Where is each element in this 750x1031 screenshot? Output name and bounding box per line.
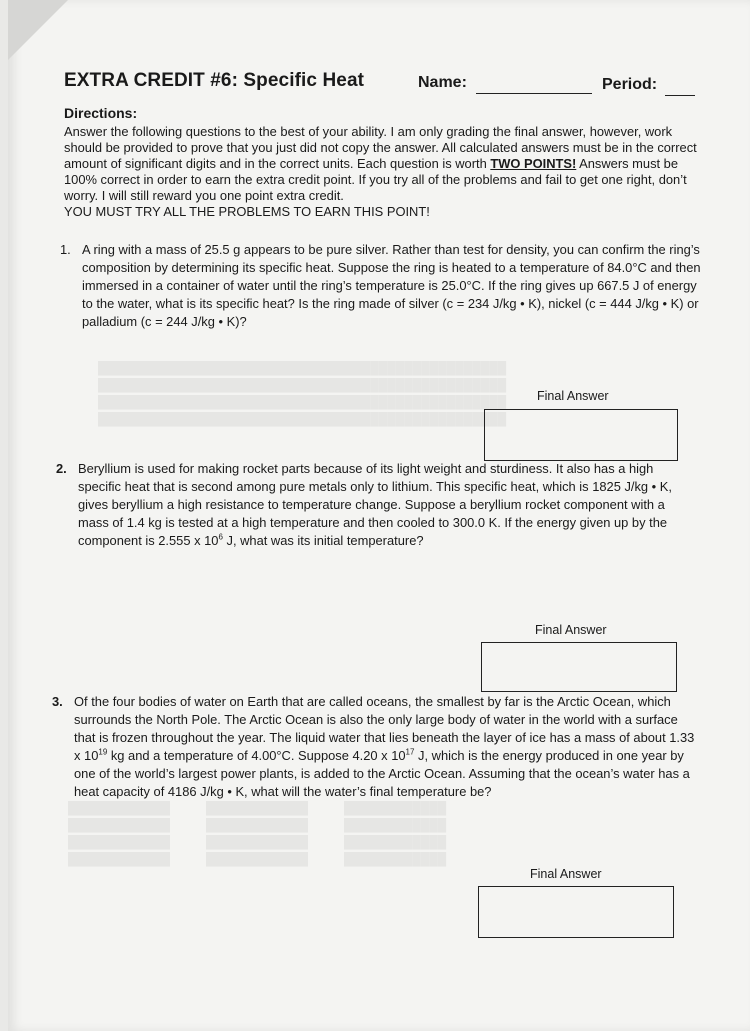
name-blank[interactable] (476, 93, 592, 94)
question-text-part-a: Beryllium is used for making rocket parts because of its light weight and sturdiness. It also has a high specific heat that is second among pure metals only to lithium. This specific heat, which is 1825 J/kg • K, gives beryllium a high resistance to temperature change. Suppose a beryllium rocket component with a mass of 1.4 kg is tested at a high temperature and then cooled to 300.0 K. If the energy given up by the component is 2.555 x 10 (78, 461, 672, 548)
final-answer-label: Final Answer (535, 623, 607, 637)
directions-text (64, 124, 704, 220)
worksheet-title: EXTRA CREDIT #6: Specific Heat (64, 70, 365, 91)
question-text: A ring with a mass of 25.5 g appears to be pure silver. Rather than test for density, you can confirm the ring’s composition by determining its specific heat. Suppose the ring is heated to a temperature of 84.0°C and then immersed in a container of water until the ring’s temperature is 25.0°C. If the ring gives up 667.5 J of energy to the water, what is its specific heat? Is the ring made of silver (c = 234 J/kg • K), nickel (c = 444 J/kg • K) or palladium (c = 244 J/kg • K)? (82, 242, 701, 329)
question-1 (60, 241, 704, 331)
question-3 (52, 693, 700, 801)
exponent-2: 17 (405, 747, 415, 757)
question-number: 3. (52, 694, 63, 709)
final-answer-label: Final Answer (537, 389, 609, 403)
final-answer-box-3[interactable] (478, 886, 674, 938)
period-blank[interactable] (665, 95, 695, 96)
directions-part-b: Answers must be 100% correct in order to earn the extra credit point. If you try all of the problems and fail to get one right, don’t worry. I will still reward you one point extra credit. (64, 156, 687, 203)
directions-part-a: Answer the following questions to the best of your ability. I am only grading the final answer, however, work should be provided to prove that you just did not copy the answer. All calculated answers must be in the correct amount of significant digits and in the correct units. Each question is worth (64, 124, 697, 171)
bleed-through-text-2: ████████████ ████████████ ████████████ ████████████ ████████████ ████████████ ████████████ ████████████ ████████████ ████████████ ████████████ ████████████ (68, 801, 447, 866)
bleed-through-text: ████████████████████████████████████████████████ ████████████████████████████████████████████████ ████████████████████████████████████████████████ ████████████████████████████████████████████████ (98, 361, 507, 426)
exponent: 6 (218, 532, 223, 542)
exponent-1: 19 (98, 747, 108, 757)
question-text (74, 693, 700, 801)
worksheet-page (8, 0, 750, 1031)
period-label: Period: (602, 76, 658, 93)
name-label: Name: (418, 74, 467, 91)
final-answer-box-1[interactable] (484, 409, 678, 461)
question-text-part-c: J, which is the energy produced in one year by one of the world’s largest power plants, is added to the Arctic Ocean. Assuming that the ocean’s water has a heat capacity of 4186 J/kg • K, what will the water’s final temperature be? (74, 748, 690, 799)
final-answer-box-2[interactable] (481, 642, 677, 692)
directions-heading: Directions: (64, 105, 138, 121)
question-text-part-b: J, what was its initial temperature? (222, 533, 424, 548)
directions-final-line: YOU MUST TRY ALL THE PROBLEMS TO EARN THIS POINT! (64, 204, 430, 219)
question-number: 1. (60, 242, 71, 257)
question-number: 2. (56, 461, 67, 476)
final-answer-label: Final Answer (530, 867, 602, 881)
question-text (78, 460, 696, 550)
question-text-part-a: Of the four bodies of water on Earth that are called oceans, the smallest by far is the Arctic Ocean, which surrounds the North Pole. The Arctic Ocean is also the only large body of water in the world with a surface that is frozen throughout the year. The liquid water that lies beneath the layer of ice has a mass of about 1.33 x 10 (74, 694, 695, 763)
question-text-part-b: kg and a temperature of 4.00°C. Suppose 4.20 x 10 (107, 748, 406, 763)
points-emphasis: TWO POINTS! (490, 156, 577, 171)
question-2 (56, 460, 696, 550)
folded-corner (8, 0, 68, 60)
